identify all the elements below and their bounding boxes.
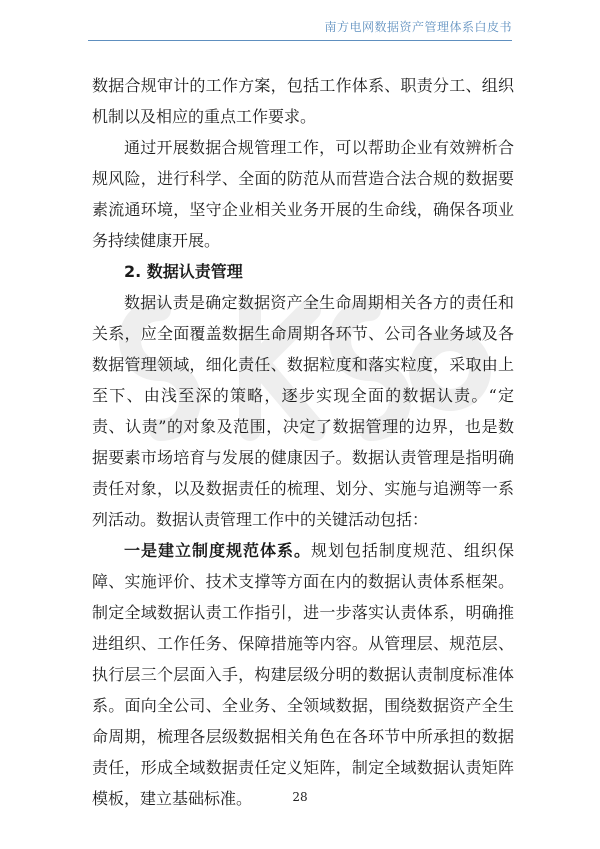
section-heading: 2. 数据认责管理: [124, 262, 243, 281]
page-body: [92, 70, 514, 814]
paragraph-continuation: 数据合规审计的工作方案，包括工作体系、职责分工、组织机制以及相应的重点工作要求。: [92, 76, 514, 126]
paragraph-lead-bold: 一是建立制度规范体系。: [124, 541, 311, 560]
paragraph-body-text: 规划包括制度规范、组织保障、实施评价、技术支撑等方面在内的数据认责体系框架。制定全域数据认责工作指引，进一步落实认责体系，明确推进组织、工作任务、保障措施等内容。从管理层、规范层、执行层三个层面入手，构建层级分明的数据认责制度标准体系。面向全公司、全业务、全领域数据，围绕数据资产全生命周期，梳理各层级数据相关角色在各环节中所承担的数据责任，形成全域数据责任定义矩阵，制定全域数据认责矩阵模板，建立基础标准。: [92, 541, 514, 808]
page-header: [88, 10, 512, 42]
document-title: 南方电网数据资产管理体系白皮书: [324, 20, 512, 34]
page-number: 28: [292, 790, 308, 804]
paragraph-system-framework: [92, 535, 514, 814]
paragraph-compliance-summary: 通过开展数据合规管理工作，可以帮助企业有效辨析合规风险，进行科学、全面的防范从而营造合法合规的数据要素流通环境，坚守企业相关业务开展的生命线，确保各项业务持续健康开展。: [92, 138, 514, 250]
paragraph-data-accountability: 数据认责是确定数据资产全生命周期相关各方的责任和关系，应全面覆盖数据生命周期各环节、公司各业务域及各数据管理领域，细化责任、数据粒度和落实粒度，采取由上至下、由浅至深的策略，逐步实现全面的数据认责。“定责、认责”的对象及范围，决定了数据管理的边界，也是数据要素市场培育与发展的健康因子。数据认责管理是指明确责任对象，以及数据责任的梳理、划分、实施与追溯等一系列活动。数据认责管理工作中的关键活动包括：: [92, 293, 514, 529]
header-divider: [88, 40, 512, 41]
